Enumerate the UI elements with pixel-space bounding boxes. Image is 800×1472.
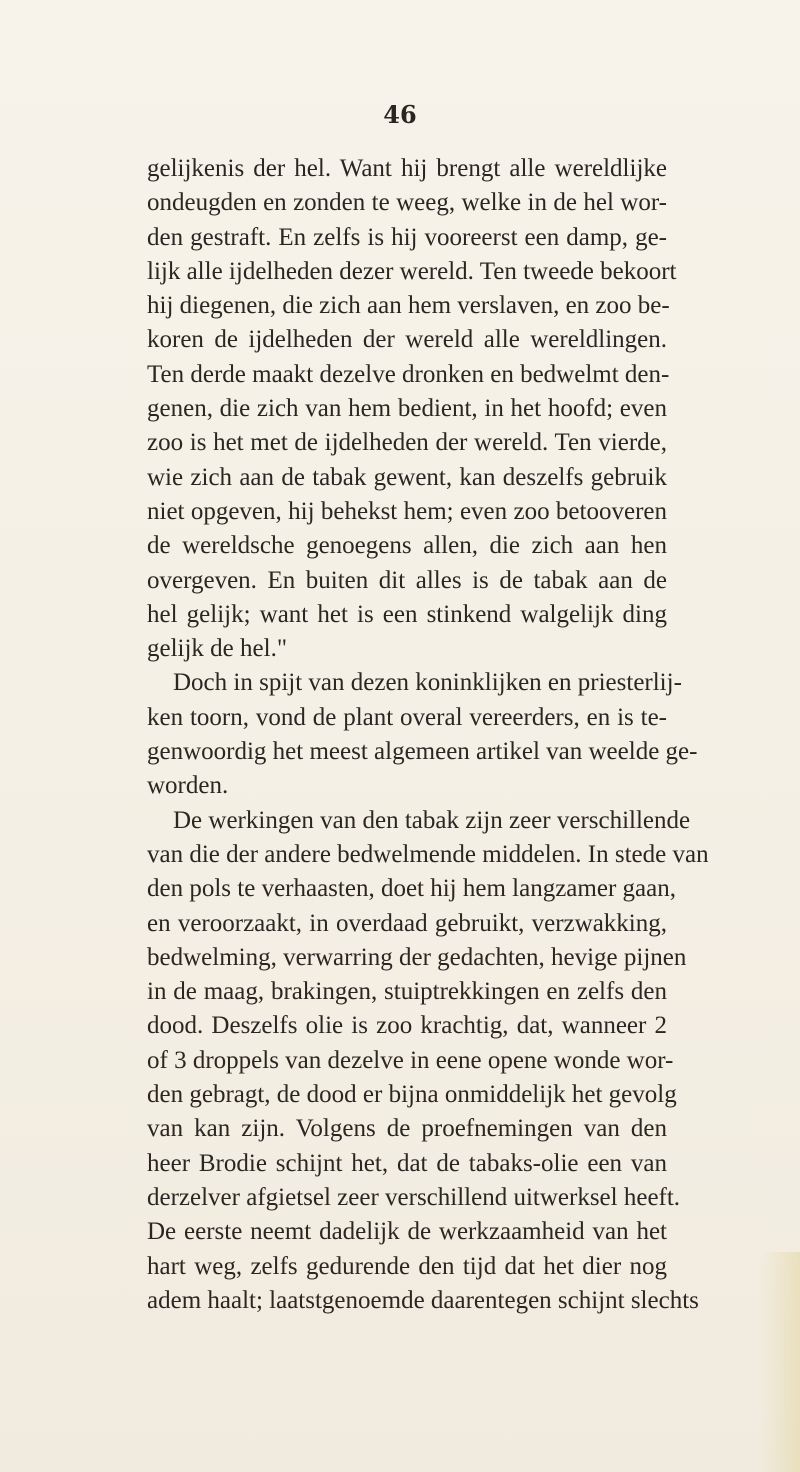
text-line: den gestraft. En zelfs is hij vooreerst een damp, ge-: [147, 223, 667, 251]
text-line: den pols te verhaasten, doet hij hem langzamer gaan,: [147, 875, 676, 903]
text-line: genen, die zich van hem bedient, in het hoofd; even: [147, 395, 667, 423]
text-line: Ten derde maakt dezelve dronken en bedwelmt den-: [147, 360, 670, 388]
text-line: in de maag, brakingen, stuiptrekkingen en zelfs den: [147, 978, 667, 1006]
text-line: de wereldsche genoegens allen, die zich aan hen: [147, 532, 667, 560]
text-line: hij diegenen, die zich aan hem verslaven, en zoo be-: [147, 292, 670, 320]
text-line: hel gelijk; want het is een stinkend walgelijk ding: [147, 600, 667, 628]
text-line: en veroorzaakt, in overdaad gebruikt, verzwakking,: [147, 909, 667, 937]
text-line: wie zich aan de tabak gewent, kan deszelfs gebruik: [147, 463, 667, 491]
body-text: [147, 152, 709, 1318]
text-line: of 3 droppels van dezelve in eene opene wonde wor-: [147, 1046, 674, 1074]
text-line: van kan zijn. Volgens de proefnemingen van den: [147, 1115, 667, 1143]
text-line: lijk alle ijdelheden dezer wereld. Ten tweede bekoort: [147, 257, 677, 285]
text-line: ken toorn, vond de plant overal vereerders, en is te-: [147, 703, 667, 731]
page-edge-stain: [760, 1252, 800, 1472]
text-line: Doch in spijt van dezen koninklijken en priesterlij-: [173, 669, 682, 697]
text-line: dood. Deszelfs olie is zoo krachtig, dat, wanneer 2: [147, 1012, 667, 1040]
text-line: genwoordig het meest algemeen artikel van weelde ge-: [147, 738, 698, 766]
text-line: den gebragt, de dood er bijna onmiddelijk het gevolg: [147, 1081, 677, 1109]
text-line: zoo is het met de ijdelheden der wereld. Ten vierde,: [147, 429, 667, 457]
text-line: hart weg, zelfs gedurende den tijd dat het dier nog: [147, 1252, 667, 1280]
text-line: overgeven. En buiten dit alles is de tabak aan de: [147, 566, 667, 594]
text-line: koren de ijdelheden der wereld alle wereldlingen.: [147, 326, 667, 354]
text-line: van die der andere bedwelmende middelen. In stede van: [147, 840, 709, 868]
text-line: derzelver afgietsel zeer verschillend uitwerksel heeft.: [147, 1183, 681, 1211]
text-line: ondeugden en zonden te weeg, welke in de hel wor-: [147, 189, 667, 217]
text-line: gelijkenis der hel. Want hij brengt alle wereldlijke: [147, 155, 667, 182]
text-line: adem haalt; laatstgenoemde daarentegen schijnt slechts: [147, 1286, 699, 1314]
text-line: gelijk de hel.": [147, 635, 288, 663]
text-line: heer Brodie schijnt het, dat de tabaks-olie een van: [147, 1149, 667, 1177]
text-line: bedwelming, verwarring der gedachten, hevige pijnen: [147, 943, 687, 971]
text-line: worden.: [147, 772, 229, 800]
text-line: De werkingen van den tabak zijn zeer verschillende: [173, 806, 691, 834]
text-line: niet opgeven, hij behekst hem; even zoo betooveren: [147, 497, 667, 525]
page-number: 46: [383, 100, 417, 129]
text-line: De eerste neemt dadelijk de werkzaamheid van het: [147, 1218, 667, 1246]
